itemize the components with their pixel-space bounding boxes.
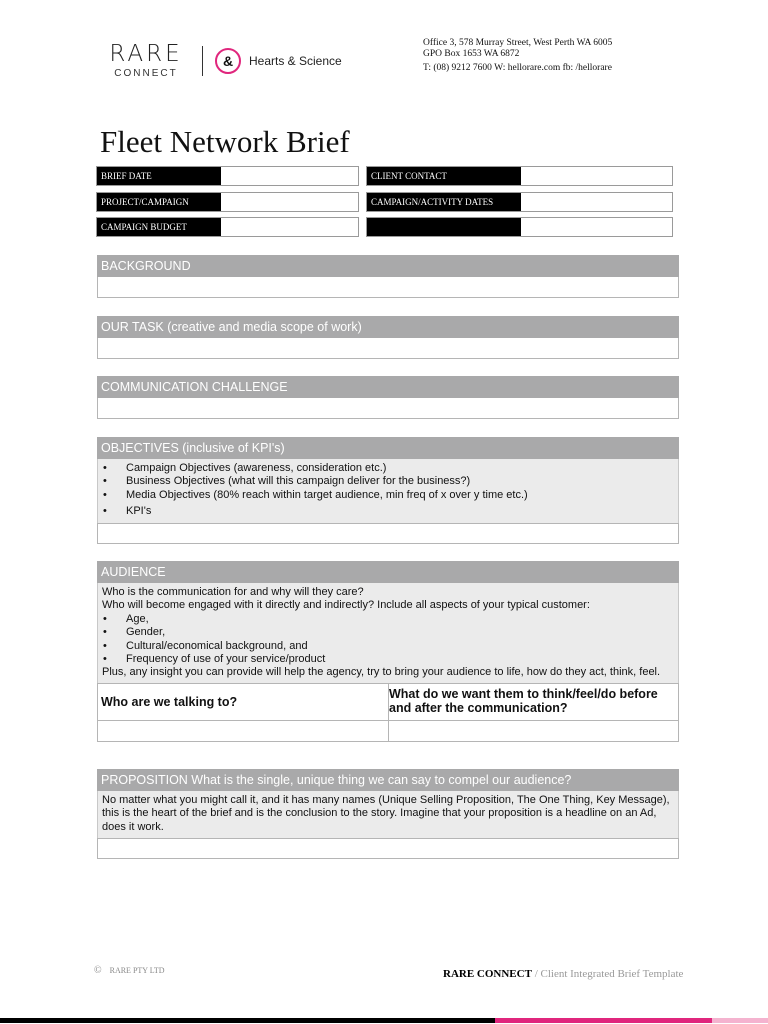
campaign-dates-field (366, 192, 673, 212)
blank-field (366, 217, 673, 237)
header-logo-group (100, 42, 342, 79)
who-talking-to-label: Who are we talking to? (98, 684, 389, 720)
address-line-2: GPO Box 1653 WA 6872 (423, 49, 520, 59)
objective-bullet: • Business Objectives (what will this campaign deliver for the business?) (102, 475, 674, 488)
background-heading: BACKGROUND (97, 255, 679, 277)
proposition-body: No matter what you might call it, and it has many names (Unique Selling Proposition, The One Thing, Key Message), this is the heart of the brief and is the conclusion to the story. Imagine that your proposition is a headline on an Ad, does it work. (97, 791, 679, 838)
communication-heading: COMMUNICATION CHALLENGE (97, 376, 679, 398)
contact-line: T: (08) 9212 7600 W: hellorare.com fb: /hellorare (423, 63, 612, 73)
audience-body (97, 583, 679, 683)
campaign-budget-label: CAMPAIGN BUDGET (97, 218, 221, 236)
who-talking-to-input[interactable] (98, 721, 389, 741)
footer-copyright (94, 965, 165, 976)
objectives-section (97, 437, 679, 544)
campaign-budget-input[interactable] (221, 218, 358, 236)
think-feel-do-label: What do we want them to think/feel/do before and after the communication? (389, 686, 658, 715)
proposition-heading: PROPOSITION What is the single, unique thing we can say to compel our audience? (97, 769, 679, 791)
audience-line-3: Plus, any insight you can provide will help the agency, try to bring your audience to life, how do they act, think, feel. (102, 666, 661, 679)
proposition-section (97, 769, 679, 859)
audience-bullet: • Gender, (102, 626, 674, 639)
our-task-heading: OUR TASK (creative and media scope of work) (97, 316, 679, 338)
communication-section (97, 376, 679, 419)
audience-heading: AUDIENCE (97, 561, 679, 583)
objectives-body (97, 459, 679, 523)
proposition-input[interactable] (97, 838, 679, 859)
project-campaign-input[interactable] (221, 193, 358, 211)
footer-brand: RARE CONNECT (443, 968, 532, 980)
brief-date-input[interactable] (221, 167, 358, 185)
audience-question-row (97, 683, 679, 721)
footer-template-name: Client Integrated Brief Template (540, 968, 684, 980)
footer-template (443, 968, 683, 980)
rare-logo-word: RARE (109, 41, 183, 67)
audience-bullet: • Frequency of use of your service/product (102, 653, 674, 666)
audience-answer-row (97, 721, 679, 742)
project-campaign-label: PROJECT/CAMPAIGN (97, 193, 221, 211)
logo-divider (202, 46, 203, 76)
blank-label (367, 218, 521, 236)
page-title: Fleet Network Brief (100, 124, 350, 159)
audience-bullet: • Age, (102, 613, 674, 626)
client-contact-field (366, 166, 673, 186)
objectives-heading: OBJECTIVES (inclusive of KPI's) (97, 437, 679, 459)
rare-logo-sub: CONNECT (114, 68, 178, 79)
objective-bullet: • Media Objectives (80% reach within target audience, min freq of x over y time etc.) (102, 489, 674, 502)
brief-date-field (96, 166, 359, 186)
campaign-dates-input[interactable] (521, 193, 672, 211)
project-campaign-field (96, 192, 359, 212)
our-task-section (97, 316, 679, 359)
communication-input[interactable] (97, 398, 679, 419)
footer-color-bar (0, 1018, 768, 1023)
objectives-input[interactable] (97, 523, 679, 544)
copyright-icon: © (94, 965, 102, 976)
campaign-dates-label: CAMPAIGN/ACTIVITY DATES (367, 193, 521, 211)
audience-bullet: • Cultural/economical background, and (102, 640, 674, 653)
think-feel-do-input[interactable] (389, 721, 678, 741)
blank-input[interactable] (521, 218, 672, 236)
partner-name: Hearts & Science (249, 53, 342, 68)
footer-company: RARE PTY LTD (109, 966, 165, 975)
background-section (97, 255, 679, 298)
hearts-science-logo-icon: & (215, 48, 241, 74)
our-task-input[interactable] (97, 338, 679, 359)
audience-line-1: Who is the communication for and why will they care? (102, 586, 364, 598)
campaign-budget-field (96, 217, 359, 237)
address-block (423, 38, 612, 74)
objective-bullet: • KPI's (102, 505, 674, 518)
address-line-1: Office 3, 578 Murray Street, West Perth WA 6005 (423, 38, 613, 48)
client-contact-label: CLIENT CONTACT (367, 167, 521, 185)
audience-line-2: Who will become engaged with it directly and indirectly? Include all aspects of your typical customer: (102, 599, 590, 612)
objective-bullet: • Campaign Objectives (awareness, consideration etc.) (102, 462, 674, 475)
audience-section (97, 561, 679, 742)
brief-date-label: BRIEF DATE (97, 167, 221, 185)
rare-connect-logo (100, 42, 192, 79)
background-input[interactable] (97, 277, 679, 298)
client-contact-input[interactable] (521, 167, 672, 185)
footer-separator: / (534, 968, 538, 980)
